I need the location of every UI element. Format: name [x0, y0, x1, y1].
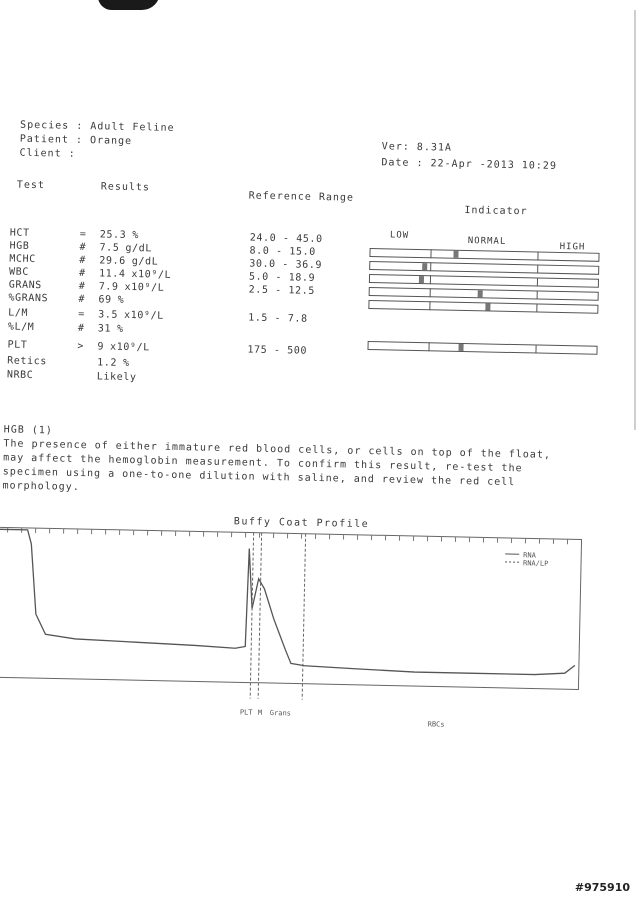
result-value: 25.3 [100, 229, 127, 241]
col-indicator: Indicator [464, 205, 527, 217]
ref-high: 36.9 [295, 259, 322, 271]
patient-value: Orange [90, 135, 132, 147]
indicator-bar [369, 287, 599, 301]
watermark: #975910 [575, 881, 630, 894]
buffy-coat-profile-chart [0, 513, 598, 746]
indicator-normal-label: NORMAL [468, 236, 507, 247]
version-line [382, 141, 452, 153]
ref-low: 175 [247, 344, 267, 355]
result-unit: % [117, 324, 124, 335]
reference-range [249, 245, 315, 257]
ref-low: 2.5 [249, 284, 269, 295]
ref-high: 500 [287, 345, 307, 356]
indicator-marker [458, 344, 463, 351]
result-flag: # [79, 268, 86, 279]
reference-range [249, 284, 315, 296]
result-flag: = [78, 309, 85, 320]
indicator-high-label: HIGH [560, 242, 586, 253]
normal-high-divider [536, 304, 537, 313]
test-name: HCT [10, 227, 30, 238]
ref-low: 8.0 [249, 245, 269, 256]
normal-high-divider [537, 278, 538, 287]
axis-label-m: M [258, 709, 262, 717]
species-label: Species [20, 120, 69, 132]
result-value-group [97, 341, 150, 353]
reference-range [250, 232, 323, 245]
ref-high: 15.0 [289, 246, 316, 258]
result-flag: # [79, 281, 86, 292]
test-name: %L/M [8, 321, 35, 333]
result-flag: # [78, 294, 85, 305]
result-unit: x10⁹/L [124, 310, 164, 322]
result-flag: > [77, 341, 84, 352]
indicator-bar [367, 341, 597, 355]
ref-high: 18.9 [289, 272, 316, 284]
species-line: Species : Adult Feline [20, 120, 175, 134]
indicator-bar [369, 261, 599, 275]
result-unit: x10⁹/L [110, 342, 150, 354]
indicator-marker [453, 251, 458, 258]
ref-high: 7.8 [288, 313, 308, 324]
result-value: 9 [97, 341, 104, 352]
result-unit: x10⁹/L [131, 269, 171, 281]
indicator-low-label: LOW [390, 230, 409, 240]
note-text: The presence of either immature red blood cells, or cells on top of the float, may affect the hemoglobin measurement. To confirm this result, re-test the specimen using a one-to-one dilution with saline, and review the red cell morphology. [2, 437, 563, 505]
test-name: L/M [8, 307, 28, 318]
test-name: GRANS [9, 279, 42, 291]
result-value: 7.9 [99, 281, 119, 292]
indicator-bar [369, 274, 599, 288]
indicator-marker [422, 263, 427, 270]
result-value: 69 [98, 294, 111, 305]
result-value-group [99, 268, 171, 281]
date-label: Date [381, 157, 409, 169]
indicator-bar [368, 300, 598, 314]
normal-high-divider [537, 265, 538, 274]
separator-line-3 [302, 534, 305, 700]
normal-high-divider [537, 252, 538, 261]
result-value-group [97, 357, 130, 369]
ref-dash: - [268, 285, 288, 296]
result-value: Likely [97, 371, 137, 383]
ref-low: 24.0 [250, 232, 277, 244]
result-unit: g/dL [132, 256, 159, 268]
date-value: 22-Apr -2013 10:29 [430, 158, 557, 172]
ref-dash: - [276, 259, 296, 270]
normal-high-divider [537, 291, 538, 300]
col-reference-range: Reference Range [249, 190, 355, 203]
indicator-marker [485, 303, 490, 310]
result-value: 1.2 [97, 357, 117, 368]
col-results: Results [101, 181, 150, 193]
result-value-group [100, 229, 139, 241]
note-code: HGB (1) [4, 423, 564, 449]
result-value: 11.4 [99, 268, 126, 280]
result-flag: # [79, 255, 86, 266]
ref-high: 12.5 [288, 285, 315, 297]
ref-dash: - [268, 313, 288, 324]
ref-dash: - [276, 233, 296, 244]
col-test: Test [17, 180, 45, 192]
patient-label: Patient [20, 134, 69, 146]
result-value-group [98, 309, 164, 321]
test-name: HGB [9, 240, 29, 251]
axis-label-plt: PLT [240, 708, 254, 716]
result-flag: = [80, 229, 87, 240]
low-normal-divider [430, 275, 431, 284]
result-unit: % [132, 230, 139, 241]
version-label: Ver: [382, 141, 410, 153]
low-normal-divider [429, 301, 430, 310]
hgb-note [2, 423, 563, 505]
tick-marks [8, 527, 568, 544]
ref-low: 5.0 [249, 271, 269, 282]
date-line: Date : 22-Apr -2013 10:29 [381, 157, 557, 172]
ref-high: 45.0 [296, 233, 323, 245]
client-line: Client : [19, 148, 75, 160]
test-name: NRBC [7, 369, 34, 381]
client-label: Client [19, 148, 61, 160]
test-name: MCHC [9, 253, 36, 265]
ref-dash: - [269, 272, 289, 283]
result-value-group [98, 294, 124, 306]
ref-low: 30.0 [249, 258, 276, 270]
result-flag: # [78, 323, 85, 334]
result-value-group [99, 281, 165, 293]
test-name: %GRANS [8, 292, 48, 304]
version-value: 8.31A [417, 142, 452, 154]
plot-frame [0, 527, 582, 689]
separator-line-2 [258, 533, 261, 699]
result-value-group [99, 242, 152, 254]
result-value: 29.6 [99, 255, 126, 267]
normal-high-divider [535, 344, 536, 353]
buffy-coat-title: Buffy Coat Profile [234, 516, 370, 530]
reference-range [247, 344, 307, 356]
reference-range [249, 258, 322, 271]
axis-label-rbcs: RBCs [428, 720, 445, 728]
result-value: 3.5 [98, 309, 118, 320]
reference-range [248, 312, 308, 324]
ref-dash: - [267, 345, 287, 356]
axis-label-grans: Grans [270, 709, 291, 717]
ref-dash: - [269, 246, 289, 257]
results-table [9, 0, 640, 7]
test-name: Retics [7, 355, 47, 367]
result-unit: x10⁹/L [124, 282, 164, 294]
test-name: WBC [9, 266, 29, 277]
low-normal-divider [430, 262, 431, 271]
result-value: 31 [98, 323, 111, 334]
result-unit: % [118, 295, 125, 306]
separator-line-1 [250, 533, 253, 699]
result-value-group [97, 371, 143, 383]
result-unit: g/dL [125, 243, 152, 255]
result-value-group [99, 255, 158, 267]
indicator-marker [478, 290, 483, 297]
result-flag: # [79, 242, 86, 253]
low-normal-divider [430, 288, 431, 297]
profile-curve [0, 529, 578, 675]
result-value: 7.5 [99, 242, 119, 253]
species-value: Adult Feline [90, 121, 174, 134]
reference-range [249, 271, 315, 283]
legend-rna-lp: RNA/LP [523, 559, 548, 568]
ref-low: 1.5 [248, 312, 268, 323]
result-unit: % [123, 358, 130, 369]
low-normal-divider [430, 249, 431, 258]
patient-line: Patient : Orange [20, 134, 133, 147]
test-name: PLT [7, 339, 27, 350]
indicator-marker [419, 276, 424, 283]
result-value-group [98, 323, 124, 335]
low-normal-divider [428, 342, 429, 351]
legend-rna: RNA [523, 551, 537, 559]
